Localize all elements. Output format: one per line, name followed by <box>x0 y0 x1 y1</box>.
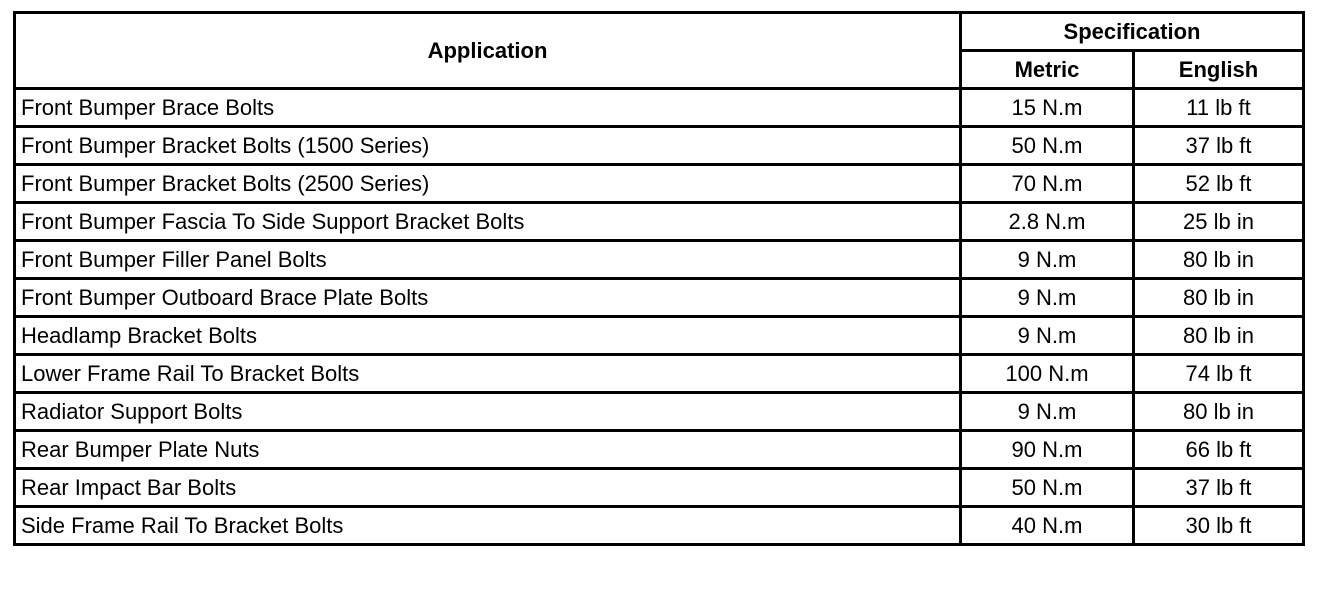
application-cell: Front Bumper Brace Bolts <box>15 89 961 127</box>
table-row <box>15 507 1304 545</box>
metric-cell: 9 N.m <box>961 393 1134 431</box>
application-cell: Side Frame Rail To Bracket Bolts <box>15 507 961 545</box>
english-cell: 37 lb ft <box>1134 127 1304 165</box>
torque-specification-table <box>13 11 1305 546</box>
table-row <box>15 393 1304 431</box>
table-row <box>15 89 1304 127</box>
application-cell: Headlamp Bracket Bolts <box>15 317 961 355</box>
metric-cell: 15 N.m <box>961 89 1134 127</box>
specification-column-header: Specification <box>961 13 1304 51</box>
metric-cell: 40 N.m <box>961 507 1134 545</box>
table-row <box>15 127 1304 165</box>
metric-cell: 70 N.m <box>961 165 1134 203</box>
english-cell: 80 lb in <box>1134 279 1304 317</box>
table-row <box>15 203 1304 241</box>
metric-column-header: Metric <box>961 51 1134 89</box>
table-body <box>15 89 1304 545</box>
english-cell: 52 lb ft <box>1134 165 1304 203</box>
english-cell: 11 lb ft <box>1134 89 1304 127</box>
english-column-header: English <box>1134 51 1304 89</box>
table-row <box>15 355 1304 393</box>
english-cell: 66 lb ft <box>1134 431 1304 469</box>
english-cell: 80 lb in <box>1134 317 1304 355</box>
english-cell: 37 lb ft <box>1134 469 1304 507</box>
application-cell: Front Bumper Outboard Brace Plate Bolts <box>15 279 961 317</box>
metric-cell: 2.8 N.m <box>961 203 1134 241</box>
english-cell: 74 lb ft <box>1134 355 1304 393</box>
table-row <box>15 317 1304 355</box>
metric-cell: 50 N.m <box>961 469 1134 507</box>
metric-cell: 90 N.m <box>961 431 1134 469</box>
english-cell: 30 lb ft <box>1134 507 1304 545</box>
table-row <box>15 279 1304 317</box>
application-cell: Rear Bumper Plate Nuts <box>15 431 961 469</box>
metric-cell: 9 N.m <box>961 317 1134 355</box>
metric-cell: 9 N.m <box>961 241 1134 279</box>
application-cell: Front Bumper Bracket Bolts (2500 Series) <box>15 165 961 203</box>
application-cell: Front Bumper Filler Panel Bolts <box>15 241 961 279</box>
header-row-top <box>15 13 1304 51</box>
application-cell: Front Bumper Bracket Bolts (1500 Series) <box>15 127 961 165</box>
english-cell: 80 lb in <box>1134 241 1304 279</box>
application-cell: Radiator Support Bolts <box>15 393 961 431</box>
table-row <box>15 469 1304 507</box>
application-cell: Rear Impact Bar Bolts <box>15 469 961 507</box>
application-cell: Lower Frame Rail To Bracket Bolts <box>15 355 961 393</box>
table-header <box>15 13 1304 89</box>
application-cell: Front Bumper Fascia To Side Support Bracket Bolts <box>15 203 961 241</box>
table-row <box>15 431 1304 469</box>
table-row <box>15 241 1304 279</box>
english-cell: 80 lb in <box>1134 393 1304 431</box>
metric-cell: 50 N.m <box>961 127 1134 165</box>
metric-cell: 9 N.m <box>961 279 1134 317</box>
english-cell: 25 lb in <box>1134 203 1304 241</box>
table-row <box>15 165 1304 203</box>
application-column-header: Application <box>15 13 961 89</box>
metric-cell: 100 N.m <box>961 355 1134 393</box>
